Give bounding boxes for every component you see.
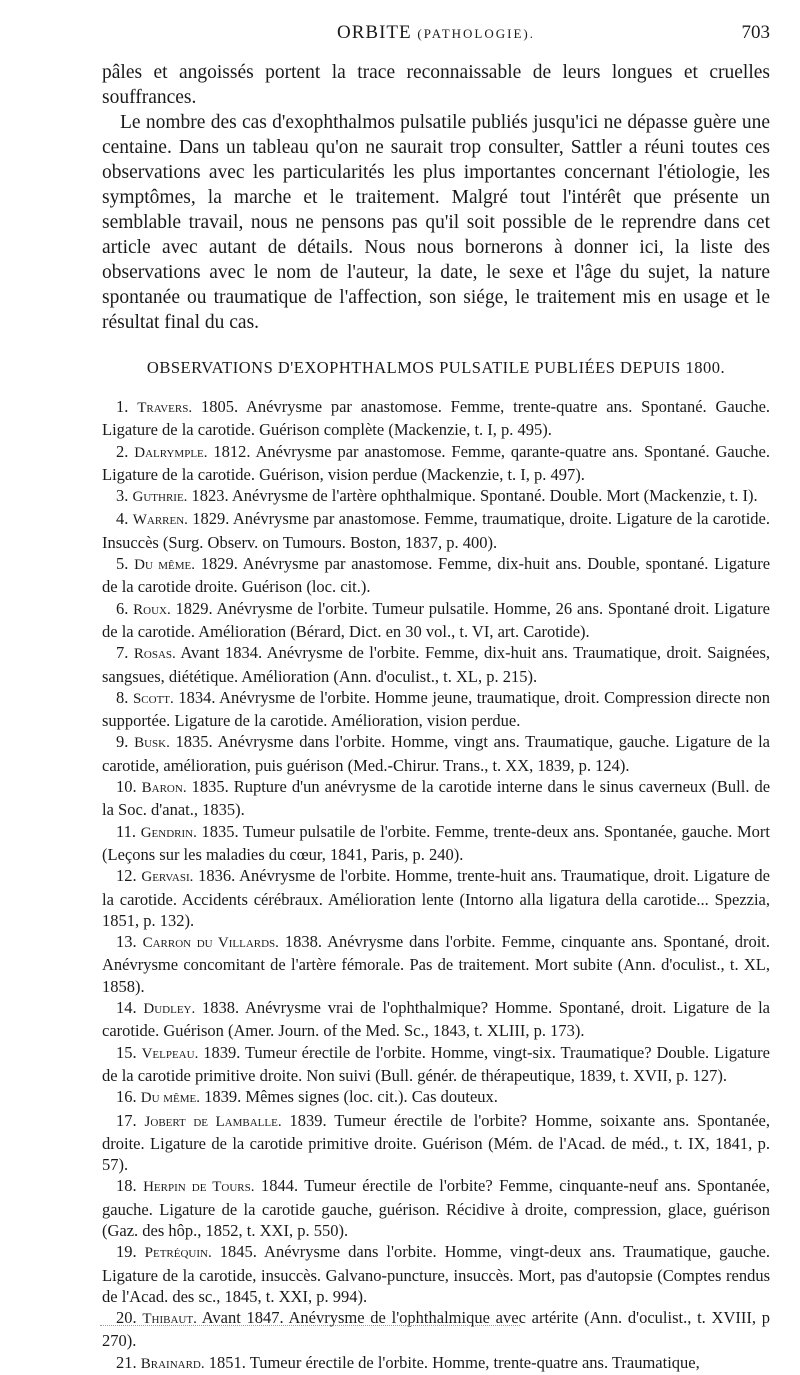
- observation-number: 18.: [116, 1176, 137, 1196]
- observation-author: Brainard.: [140, 1355, 205, 1372]
- observation-entry: [102, 1086, 770, 1109]
- footer-rule: [100, 1325, 520, 1326]
- observation-text: 1835. Anévrysme dans l'orbite. Homme, vingt ans. Traumatique, gauche. Ligature de la carotide, amélioration, puis guérison (Med.-Chirur. Trans., t. XX, 1839, p. 124).: [102, 732, 770, 775]
- observation-text: 1839. Mêmes signes (loc. cit.). Cas douteux.: [204, 1087, 498, 1107]
- observation-text: 1835. Tumeur pulsatile de l'orbite. Femme, trente-deux ans. Spontanée, gauche. Mort (Leçons sur les maladies du cœur, 1841, Paris, p. 240).: [102, 821, 771, 864]
- observation-number: 9.: [116, 732, 129, 752]
- observation-author: Baron.: [141, 780, 187, 797]
- observation-entry: [102, 598, 770, 643]
- observation-author: Dalrymple.: [134, 444, 208, 461]
- observation-text: 1805. Anévrysme par anastomose. Femme, trente-quatre ans. Spontané. Gauche. Ligature de la carotide. Guérison complète (Mackenzie, t. I, p. 495).: [102, 397, 771, 440]
- observation-number: 6.: [116, 598, 129, 618]
- observation-number: 7.: [116, 643, 129, 663]
- observation-author: Gervasi.: [141, 869, 194, 886]
- observation-author: Warren.: [132, 512, 188, 529]
- running-title: [102, 22, 770, 44]
- section-title: OBSERVATIONS D'EXOPHTHALMOS PULSATILE PUBLIÉES DEPUIS 1800.: [146, 358, 726, 377]
- observation-text: Avant 1847. Anévrysme de l'ophthalmique avec artérite (Ann. d'oculist., t. XVIII, p 270).: [102, 1308, 770, 1351]
- observation-number: 12.: [116, 866, 137, 886]
- observation-entry: [102, 642, 770, 687]
- observation-number: 3.: [116, 486, 129, 506]
- observation-text: 1812. Anévrysme par anastomose. Femme, qarante-quatre ans. Spontané. Gauche. Ligature de la carotide. Guérison, vision perdue (Mackenzie, t. I, p. 497).: [102, 441, 770, 484]
- observation-entry: [102, 396, 770, 441]
- observation-author: Busk.: [134, 735, 170, 752]
- paragraph: Le nombre des cas d'exophthalmos pulsatile publiés jusqu'ici ne dépasse guère une centaine. Dans un tableau qu'on ne saurait trop consulter, Sattler a réuni toutes ces observations avec les particularités les plus importantes concernant l'étiologie, les symptômes, la marche et le traitement. Malgré tout l'intérêt que présente un semblable travail, nous ne pensons pas qu'il soit possible de le reprendre dans cet article avec autant de détails. Nous nous bornerons à donner ici, la liste des observations avec le nom de l'auteur, la date, le sexe et l'âge du sujet, la nature spontanée ou traumatique de l'affection, son siége, le traitement mis en usage et le résultat final du cas.: [102, 112, 770, 333]
- observation-text: 1838. Anévrysme dans l'orbite. Femme, cinquante ans. Spontané, droit. Anévrysme concomitant de l'artère fémorale. Pas de traitement. Mort subite (Ann. d'oculist., t. XL, 1858).: [102, 932, 771, 996]
- observation-author: Carron du Villards.: [142, 935, 279, 952]
- observation-entry: [102, 997, 770, 1042]
- observation-text: 1839. Tumeur érectile de l'orbite. Homme, vingt-six. Traumatique? Double. Ligature de la carotide primitive droite. Non suivi (Bull. génér. de thérapeutique, 1839, t. XVII, p. 127).: [102, 1042, 771, 1085]
- observation-author: Jobert de Lamballe.: [144, 1113, 282, 1130]
- observation-entry: [102, 1352, 770, 1375]
- observation-number: 14.: [116, 998, 137, 1018]
- observation-number: 5.: [116, 554, 129, 574]
- page-number: 703: [741, 22, 770, 43]
- observation-text: 1829. Anévrysme par anastomose. Femme, dix-huit ans. Double, spontané. Ligature de la carotide droite. Guérison (loc. cit.).: [102, 554, 771, 597]
- observation-entry: [102, 1175, 770, 1241]
- observation-number: 21.: [116, 1352, 137, 1372]
- observation-author: Petréquin.: [144, 1245, 212, 1262]
- observation-number: 17.: [116, 1110, 137, 1130]
- observation-author: Travers.: [137, 400, 193, 416]
- observation-text: 1829. Anévrysme par anastomose. Femme, traumatique, droite. Ligature de la carotide. Insuccès (Surg. Observ. on Tumours. Boston, 1837, p. 400).: [102, 509, 771, 552]
- observation-text: 1838. Anévrysme vrai de l'ophthalmique? Homme. Spontané, droit. Ligature de la carotide. Guérison (Amer. Journ. of the Med. Sc., 1843, t. XLIII, p. 173).: [102, 998, 771, 1041]
- observation-entry: [102, 1241, 770, 1307]
- observation-entry: [102, 1307, 770, 1352]
- observation-number: 16.: [116, 1087, 137, 1107]
- observation-text: 1844. Tumeur érectile de l'orbite? Femme, cinquante-neuf ans. Spontanée, gauche. Ligature de la carotide gauche, guérison. Récidive à droite, compression, glace, guérison (Gaz. des hôp., 1852, t. XXI, p. 550).: [102, 1176, 771, 1240]
- observation-author: Herpin de Tours.: [143, 1179, 255, 1196]
- observation-entry: [102, 1042, 770, 1087]
- observation-number: 8.: [116, 687, 129, 707]
- observation-author: Scott.: [132, 690, 174, 707]
- observation-author: Du même.: [134, 557, 195, 574]
- observation-number: 10.: [116, 777, 137, 797]
- observation-entry: [102, 731, 770, 776]
- running-title-sub: (PATHOLOGIE).: [417, 26, 535, 41]
- observation-text: 1823. Anévrysme de l'artère ophthalmique. Spontané. Double. Mort (Mackenzie, t. I).: [191, 486, 758, 506]
- running-header: [102, 22, 770, 50]
- observation-number: 1.: [116, 397, 129, 416]
- observation-author: Gendrin.: [140, 824, 197, 841]
- observation-number: 11.: [116, 821, 137, 841]
- observation-text: 1829. Anévrysme de l'orbite. Tumeur pulsatile. Homme, 26 ans. Spontané droit. Ligature de la carotide. Amélioration (Bérard, Dict. en 30 vol., t. VI, art. Carotide).: [102, 598, 771, 641]
- observation-author: Velpeau.: [141, 1045, 199, 1062]
- observation-entry: [102, 865, 770, 931]
- observation-author: Roux.: [133, 601, 171, 618]
- observation-text: Avant 1834. Anévrysme de l'orbite. Femme, dix-huit ans. Traumatique, droit. Saignées, sangsues, diététique. Amélioration (Ann. d'oculist., t. XL, p. 215).: [102, 643, 771, 686]
- running-title-main: ORBITE: [337, 22, 412, 43]
- observation-number: 4.: [116, 509, 129, 529]
- observation-entry: [102, 508, 770, 553]
- observation-entry: [102, 485, 770, 508]
- observation-number: 2.: [116, 441, 129, 461]
- observation-text: 1835. Rupture d'un anévrysme de la carotide interne dans le sinus caverneux (Bull. de la Soc. d'anat., 1835).: [102, 777, 771, 820]
- observation-text: 1851. Tumeur érectile de l'orbite. Homme, trente-quatre ans. Traumatique,: [208, 1352, 700, 1372]
- observation-entry: [102, 553, 770, 598]
- observation-number: 20.: [116, 1308, 137, 1328]
- observation-text: 1845. Anévrysme dans l'orbite. Homme, vingt-deux ans. Traumatique, gauche. Ligature de la carotide, insuccès. Galvano-puncture, insuccès. Mort, pas d'autopsie (Comptes rendus de l'Acad. des sc., 1845, t. XXI, p. 994).: [102, 1242, 770, 1306]
- observation-number: 15.: [116, 1042, 137, 1062]
- observation-entry: [102, 931, 770, 997]
- observation-entry: [102, 821, 770, 866]
- observation-author: Du même.: [140, 1090, 201, 1107]
- observation-entry: [102, 687, 770, 732]
- observation-number: 13.: [116, 932, 137, 952]
- observation-number: 19.: [116, 1242, 137, 1262]
- observation-text: 1839. Tumeur érectile de l'orbite? Homme, soixante ans. Spontanée, droite. Ligature de la carotide primitive droite. Guérison (Mém. de l'Acad. de méd., t. IX, 1841, p. 57).: [102, 1110, 771, 1175]
- body-text: [102, 60, 770, 335]
- observation-entry: [102, 776, 770, 821]
- observation-entry: [102, 441, 770, 486]
- observation-author: Rosas.: [133, 646, 176, 663]
- observation-entry: [102, 1110, 770, 1176]
- observation-author: Thibaut.: [142, 1311, 197, 1328]
- observation-text: 1834. Anévrysme de l'orbite. Homme jeune, traumatique, droit. Compression directe non supportée. Ligature de la carotide. Amélioration, vision perdue.: [102, 687, 771, 731]
- observation-author: Dudley.: [143, 1001, 196, 1018]
- observation-text: 1836. Anévrysme de l'orbite. Homme, trente-huit ans. Traumatique, droit. Ligature de la carotide. Accidents cérébraux. Amélioration lente (Intorno alla ligatura della carotide... Spezzia, 1851, p. 132).: [102, 866, 771, 930]
- paragraph-continuation: pâles et angoissés portent la trace reconnaissable de leurs longues et cruelles souffrances.: [102, 62, 770, 108]
- observation-author: Guthrie.: [132, 489, 188, 506]
- observations-list: [102, 396, 770, 1375]
